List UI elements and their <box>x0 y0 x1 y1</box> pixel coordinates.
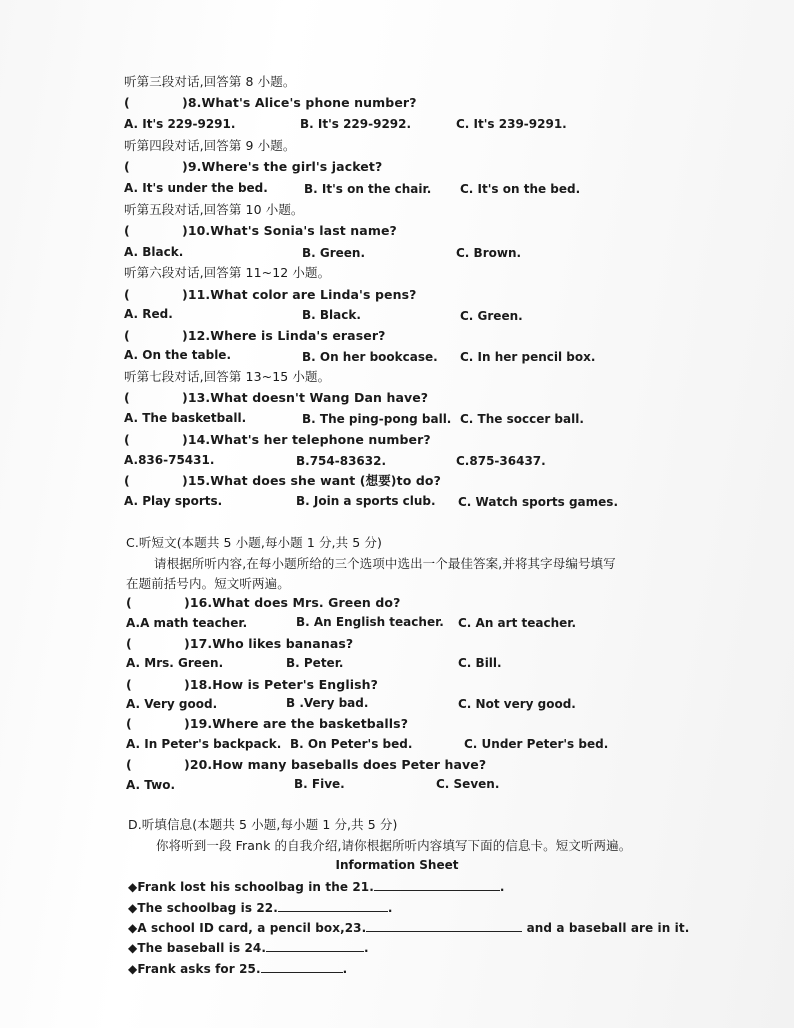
question-16 <box>126 595 400 611</box>
question-text: )8.What's Alice's phone number? <box>182 95 417 110</box>
option-c: C. Under Peter's bed. <box>464 737 609 751</box>
option-c: C. The soccer ball. <box>460 412 584 426</box>
answer-paren[interactable]: ( <box>124 432 130 447</box>
info-item-suffix: and a baseball are in it. <box>522 921 690 935</box>
info-item-25 <box>128 960 347 977</box>
blank-24-input[interactable] <box>266 939 364 952</box>
part-d-title: D.听填信息(本题共 5 小题,每小题 1 分,共 5 分) <box>128 817 398 832</box>
part-c-instructions-line-1: 请根据所听内容,在每小题所给的三个选项中选出一个最佳答案,并将其字母编号填写 <box>154 556 616 571</box>
answer-paren[interactable]: ( <box>126 757 132 772</box>
question-text: )13.What doesn't Wang Dan have? <box>182 390 429 405</box>
info-item-text: ◆The schoolbag is 22. <box>128 901 278 915</box>
question-text: )9.Where's the girl's jacket? <box>182 159 383 174</box>
section-3-heading: 听第三段对话,回答第 8 小题。 <box>124 74 296 89</box>
question-14 <box>124 432 431 448</box>
section-4-heading: 听第四段对话,回答第 9 小题。 <box>124 138 296 153</box>
question-10 <box>124 223 397 239</box>
question-17 <box>126 636 353 652</box>
option-b: B. It's on the chair. <box>304 182 432 196</box>
question-9 <box>124 159 382 175</box>
option-a: A. It's 229-9291. <box>124 117 236 131</box>
info-item-text: ◆The baseball is 24. <box>128 941 267 955</box>
option-a: A. Black. <box>124 245 184 259</box>
info-item-22 <box>128 899 393 916</box>
section-6-heading: 听第六段对话,回答第 11~12 小题。 <box>124 265 331 280</box>
question-text: )19.Where are the basketballs? <box>184 716 409 731</box>
option-a: A. Very good. <box>126 697 218 711</box>
option-b: B. On Peter's bed. <box>290 737 413 751</box>
answer-paren[interactable]: ( <box>126 595 132 610</box>
info-item-23 <box>128 919 689 936</box>
blank-21-input[interactable] <box>374 878 500 891</box>
answer-paren[interactable]: ( <box>126 636 132 651</box>
option-b: B. It's 229-9292. <box>300 117 412 131</box>
option-c: C. Not very good. <box>458 697 576 711</box>
option-b: B. Five. <box>294 777 345 791</box>
blank-22-input[interactable] <box>278 899 388 912</box>
part-c-title: C.听短文(本题共 5 小题,每小题 1 分,共 5 分) <box>126 535 383 550</box>
question-15 <box>124 473 441 489</box>
information-sheet-title: Information Sheet <box>335 858 459 872</box>
option-a: A. It's under the bed. <box>124 181 268 195</box>
info-item-suffix: . <box>387 901 393 915</box>
answer-paren[interactable]: ( <box>124 473 130 488</box>
question-text: )18.How is Peter's English? <box>184 677 379 692</box>
option-c: C. Green. <box>460 309 523 323</box>
option-c: C. Bill. <box>458 656 502 670</box>
blank-25-input[interactable] <box>261 960 343 973</box>
option-c: C. It's on the bed. <box>460 182 581 196</box>
option-a: A. Mrs. Green. <box>126 656 224 670</box>
question-18 <box>126 677 378 693</box>
option-b: B. On her bookcase. <box>302 350 438 364</box>
option-b: B. Join a sports club. <box>296 494 436 508</box>
option-b: B. Green. <box>302 246 366 260</box>
info-item-suffix: . <box>364 941 369 955</box>
option-a: A. In Peter's backpack. <box>126 737 282 751</box>
question-11 <box>124 287 417 303</box>
question-13 <box>124 390 428 406</box>
option-a: A. On the table. <box>124 348 231 362</box>
section-5-heading: 听第五段对话,回答第 10 小题。 <box>124 202 304 217</box>
option-b: B. An English teacher. <box>296 615 444 629</box>
option-a: A. The basketball. <box>124 411 247 425</box>
option-b: B. The ping-pong ball. <box>302 412 452 426</box>
option-c: C. Watch sports games. <box>458 495 619 509</box>
option-c: C. In her pencil box. <box>460 350 596 364</box>
info-item-text: ◆A school ID card, a pencil box,23. <box>128 921 367 935</box>
option-a: A. Red. <box>124 307 173 321</box>
option-c: C. Brown. <box>456 246 522 260</box>
option-a: A.A math teacher. <box>126 616 248 630</box>
info-item-suffix: . <box>342 962 348 976</box>
answer-paren[interactable]: ( <box>124 328 130 343</box>
question-text: )12.Where is Linda's eraser? <box>182 328 386 343</box>
info-item-24 <box>128 939 369 956</box>
info-item-21 <box>128 878 505 895</box>
info-item-suffix: . <box>499 880 505 894</box>
option-a: A. Two. <box>126 778 176 792</box>
question-8 <box>124 95 417 111</box>
question-12 <box>124 328 385 344</box>
info-item-text: ◆Frank asks for 25. <box>128 962 261 976</box>
info-item-text: ◆Frank lost his schoolbag in the 21. <box>128 880 374 894</box>
option-c: C. It's 239-9291. <box>456 117 567 131</box>
question-text: )20.How many baseballs does Peter have? <box>184 757 487 772</box>
question-text: )17.Who likes bananas? <box>184 636 354 651</box>
option-b: B. Black. <box>302 308 361 322</box>
option-a: A. Play sports. <box>124 494 223 508</box>
blank-23-input[interactable] <box>366 919 522 932</box>
answer-paren[interactable]: ( <box>124 159 130 174</box>
question-text: )11.What color are Linda's pens? <box>182 287 417 302</box>
option-b: B.754-83632. <box>296 454 387 468</box>
option-c: C. An art teacher. <box>458 616 577 630</box>
section-7-heading: 听第七段对话,回答第 13~15 小题。 <box>124 369 331 384</box>
part-c-instructions-line-2: 在题前括号内。短文听两遍。 <box>126 576 290 591</box>
option-b: B. Peter. <box>286 656 344 670</box>
question-text: )15.What does she want (想要)to do? <box>182 473 441 488</box>
question-19 <box>126 716 408 732</box>
answer-paren[interactable]: ( <box>124 223 130 238</box>
question-text: )10.What's Sonia's last name? <box>182 223 397 238</box>
question-text: )16.What does Mrs. Green do? <box>184 595 401 610</box>
answer-paren[interactable]: ( <box>126 677 132 692</box>
option-c: C.875-36437. <box>456 454 546 468</box>
part-d-instructions: 你将听到一段 Frank 的自我介绍,请你根据所听内容填写下面的信息卡。短文听两遍。 <box>156 838 632 853</box>
option-b: B .Very bad. <box>286 696 369 710</box>
answer-paren[interactable]: ( <box>126 716 132 731</box>
option-a: A.836-75431. <box>124 453 215 467</box>
answer-paren[interactable]: ( <box>124 390 130 405</box>
answer-paren[interactable]: ( <box>124 95 130 110</box>
option-c: C. Seven. <box>436 777 500 791</box>
question-text: )14.What's her telephone number? <box>182 432 431 447</box>
question-20 <box>126 757 486 773</box>
answer-paren[interactable]: ( <box>124 287 130 302</box>
